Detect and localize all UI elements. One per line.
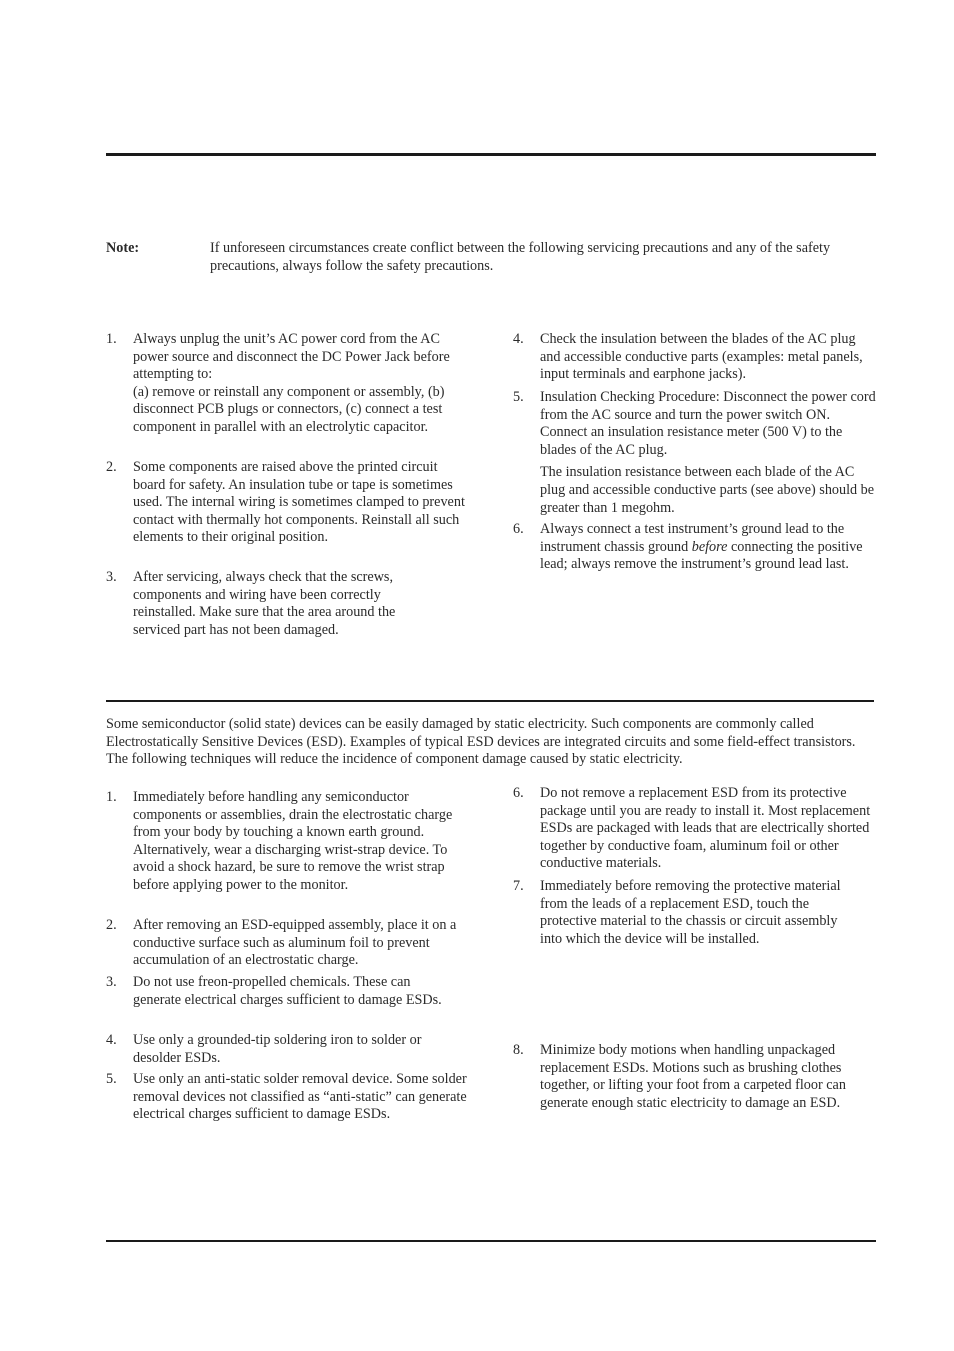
item-text: Use only an anti-static solder removal device. Some solder removal devices not classified as “anti-static” can generate electrical charges sufficient to damage ESDs. [133,1071,467,1123]
item-text: Immediately before handling any semiconductor components or assemblies, drain the electrostatic charge from your body by touching a known earth ground. Alternatively, wear a discharging wrist-strap device. To avoid a shock hazard, be sure to remove the wrist strap before applying power to the monitor. [133,789,453,893]
item-text-extra: The insulation resistance between each blade of the AC plug and accessible conductive parts (see above) should be greater than 1 megohm. [540,464,875,516]
item-text: Some components are raised above the printed circuit board for safety. An insulation tube or tape is sometimes used. The internal wiring is sometimes clamped to prevent contact with thermally hot components. Reinstall all such elements to their original position. [133,459,465,546]
item-text: Do not use freon-propelled chemicals. These can generate electrical charges sufficient to damage ESDs. [133,974,442,1008]
top-rule [106,153,876,156]
bottom-rule [106,1240,876,1242]
item-number: 4. [513,331,524,347]
item-number: 2. [106,459,117,475]
section-rule [106,700,874,702]
item-text [540,521,876,574]
item-number: 8. [513,1042,524,1058]
item-text: Minimize body motions when handling unpackaged replacement ESDs. Motions such as brushing clothes together, or lifting your foot from a carpeted floor can generate enough static electricity to damage an ESD. [540,1042,846,1111]
item-text: Always unplug the unit’s AC power cord from the AC power source and disconnect the DC Power Jack before attempting to: [133,331,450,383]
item-number: 6. [513,785,524,801]
item-number: 3. [106,569,117,585]
item-text-extra: (a) remove or reinstall any component or assembly, (b) disconnect PCB plugs or connectors, (c) connect a test component in parallel with an electrolytic capacitor. [133,383,445,435]
item-text: After servicing, always check that the screws, components and wiring have been correctly reinstalled. Make sure that the area around the serviced part has not been damaged. [133,569,396,638]
item-number: 3. [106,974,117,990]
item-number: 4. [106,1032,117,1048]
item-number: 1. [106,331,117,347]
item-text: Immediately before removing the protective material from the leads of a replacement ESD, touch the protective material to the chassis or circuit assembly into which the device will be installed. [540,878,841,947]
item-text: Do not remove a replacement ESD from its protective package until you are ready to install it. Most replacement ESDs are packaged with leads that are electrically shorted together by conductive foam, aluminum foil or other conductive materials. [540,785,871,872]
note-label: Note: [106,240,140,256]
item-text: Insulation Checking Procedure: Disconnect the power cord from the AC source and turn the power switch ON. Connect an insulation resistance meter (500 V) to the blades of the AC plug. [540,389,876,458]
item-number: 2. [106,917,117,933]
item-text-part: Always connect a test instrument’s ground lead to the instrument chassis ground [540,521,845,555]
item-number: 7. [513,878,524,894]
item-text: Use only a grounded-tip soldering iron to solder or desolder ESDs. [133,1032,422,1066]
item-text-part: connecting the positive lead; always remove the instrument’s ground lead last. [540,538,863,573]
item-number: 1. [106,789,117,805]
item-number: 6. [513,521,524,537]
note-text: If unforeseen circumstances create conflict between the following servicing precautions and any of the safety precautions, always follow the safety precautions. [210,240,831,274]
item-number: 5. [106,1071,117,1087]
item-text-emphasis: before [691,538,728,555]
esd-intro: Some semiconductor (solid state) devices can be easily damaged by static electricity. Such components are commonly called Electrostatically Sensitive Devices (ESD). Examples of typical ESD devices are integrated circuits and some field-effect transistors. The following techniques will reduce the incidence of component damage caused by static electricity. [106,716,856,768]
item-text: After removing an ESD-equipped assembly, place it on a conductive surface such as aluminum foil to prevent accumulation of an electrostatic charge. [133,917,457,969]
item-number: 5. [513,389,524,405]
item-text: Check the insulation between the blades of the AC plug and accessible conductive parts (examples: metal panels, input terminals and earphone jacks). [540,331,863,383]
